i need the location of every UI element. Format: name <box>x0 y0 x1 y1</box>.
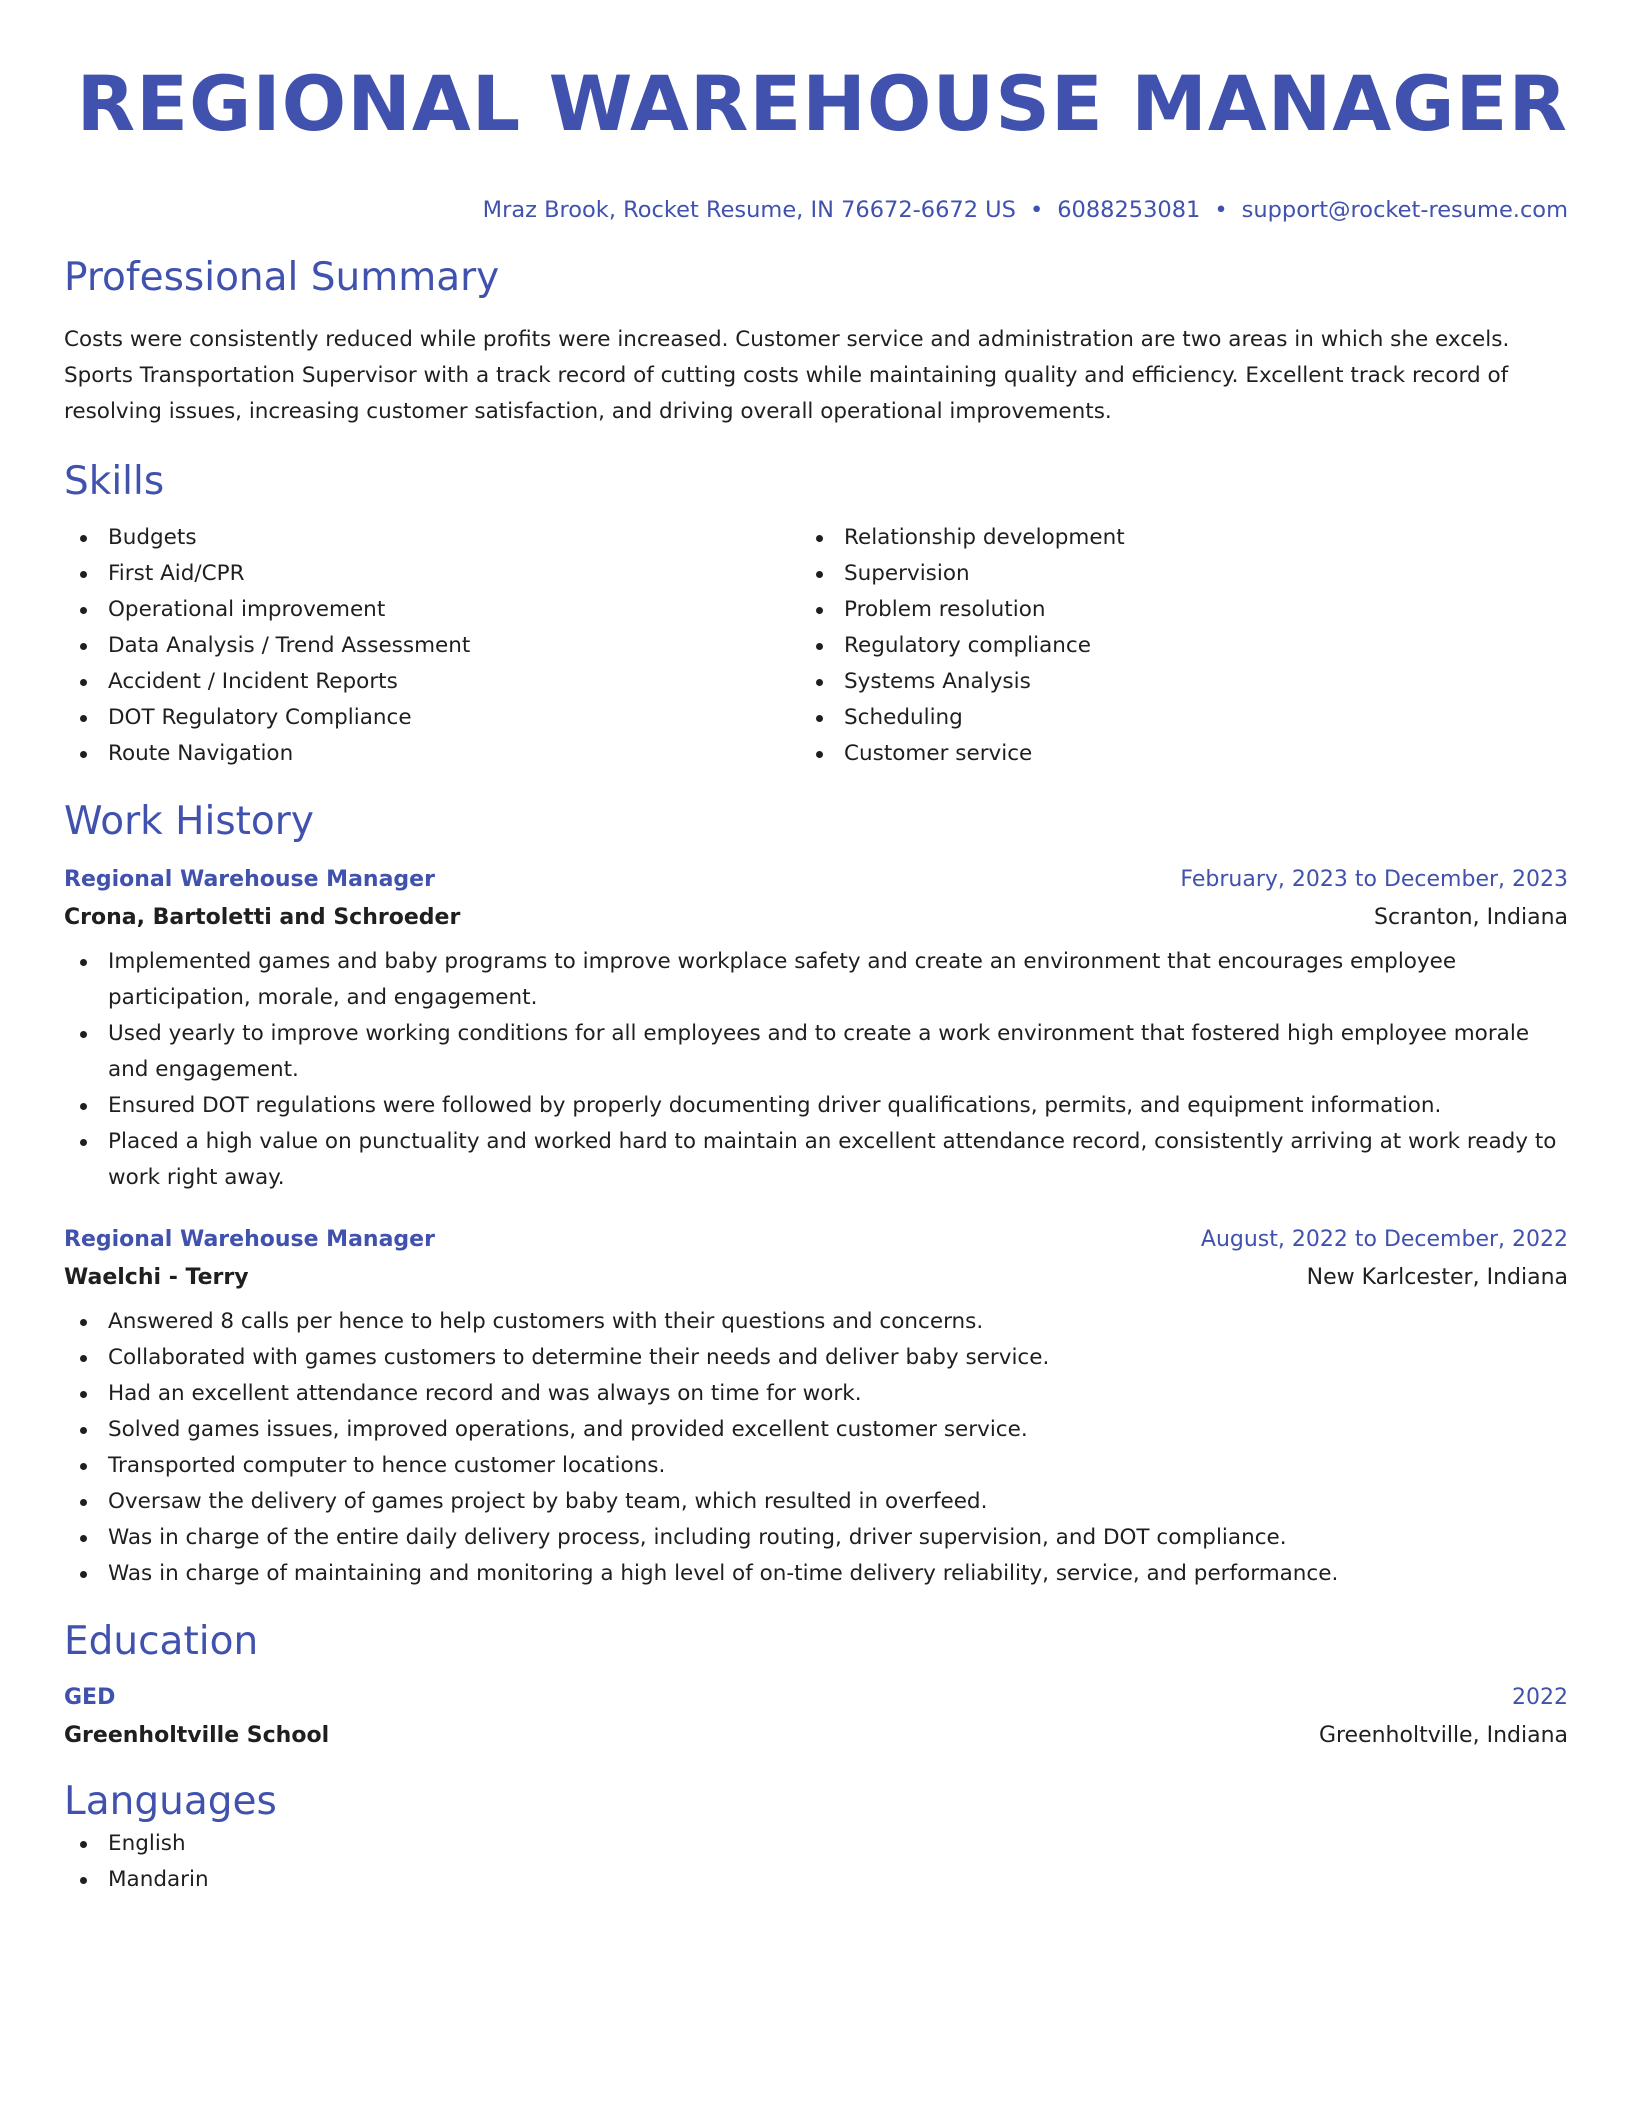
skill-item: Relationship development <box>800 520 1536 556</box>
contact-separator: • <box>1214 197 1228 223</box>
job-bullet: Had an excellent attendance record and was always on time for work. <box>64 1376 1568 1412</box>
skill-item: Route Navigation <box>64 736 800 772</box>
job-location: New Karlcester, Indiana <box>1306 1265 1568 1290</box>
work-history-heading: Work History <box>64 799 314 844</box>
job-bullet: Transported computer to hence customer locations. <box>64 1448 1568 1484</box>
skill-item: Budgets <box>64 520 800 556</box>
job-company: Crona, Bartoletti and Schroeder <box>64 905 461 930</box>
skill-item: Regulatory compliance <box>800 628 1536 664</box>
contact-address: Mraz Brook, Rocket Resume, IN 76672-6672 US <box>482 197 1016 223</box>
job-bullet: Placed a high value on punctuality and worked hard to maintain an excellent attendance record, consistently arriving at work ready to work right away. <box>64 1124 1568 1196</box>
resume-title: REGIONAL WAREHOUSE MANAGER <box>76 59 1568 148</box>
skill-item: Operational improvement <box>64 592 800 628</box>
contact-email: support@rocket-resume.com <box>1241 197 1568 223</box>
skills-column-left <box>64 520 800 772</box>
skill-item: DOT Regulatory Compliance <box>64 700 800 736</box>
education-location: Greenholtville, Indiana <box>1318 1723 1568 1748</box>
skills-column-right <box>800 520 1536 772</box>
job-bullets <box>64 944 1568 1196</box>
job-location: Scranton, Indiana <box>1374 905 1568 930</box>
education-degree: GED <box>64 1685 116 1710</box>
job-title: Regional Warehouse Manager <box>64 867 435 892</box>
contact-phone: 6088253081 <box>1057 197 1201 223</box>
education-year: 2022 <box>1512 1685 1568 1710</box>
job-entry <box>64 864 1568 1196</box>
skill-item: Accident / Incident Reports <box>64 664 800 700</box>
job-bullet: Was in charge of the entire daily delivery process, including routing, driver supervision, and DOT compliance. <box>64 1520 1568 1556</box>
job-company: Waelchi - Terry <box>64 1265 249 1290</box>
skill-item: Supervision <box>800 556 1536 592</box>
job-bullet: Ensured DOT regulations were followed by properly documenting driver qualifications, permits, and equipment information. <box>64 1088 1568 1124</box>
education-heading: Education <box>64 1619 259 1664</box>
languages-heading: Languages <box>64 1779 277 1824</box>
language-item: English <box>64 1826 1568 1862</box>
skills-list <box>64 520 1568 772</box>
education-school: Greenholtville School <box>64 1723 330 1748</box>
job-entry <box>64 1224 1568 1592</box>
skills-heading: Skills <box>64 459 165 504</box>
job-bullets <box>64 1304 1568 1592</box>
summary-heading: Professional Summary <box>64 255 500 300</box>
skill-item: Systems Analysis <box>800 664 1536 700</box>
contact-line <box>64 194 1568 226</box>
skill-item: Customer service <box>800 736 1536 772</box>
job-bullet: Used yearly to improve working conditions for all employees and to create a work environment that fostered high employee morale and engagement. <box>64 1016 1568 1088</box>
skill-item: Data Analysis / Trend Assessment <box>64 628 800 664</box>
skill-item: First Aid/CPR <box>64 556 800 592</box>
job-dates: August, 2022 to December, 2022 <box>1200 1227 1568 1252</box>
job-bullet: Solved games issues, improved operations, and provided excellent customer service. <box>64 1412 1568 1448</box>
summary-text: Costs were consistently reduced while profits were increased. Customer service and administration are two areas in which she excels. Sports Transportation Supervisor with a track record of cutting costs while maintaining quality and efficiency. Excellent track record of resolving issues, increasing customer satisfaction, and driving overall operational improvements. <box>64 327 1510 424</box>
job-bullet: Was in charge of maintaining and monitoring a high level of on-time delivery reliability, service, and performance. <box>64 1556 1568 1592</box>
job-dates: February, 2023 to December, 2023 <box>1180 867 1568 892</box>
job-title: Regional Warehouse Manager <box>64 1227 435 1252</box>
languages-list <box>64 1826 1568 1898</box>
job-bullet: Collaborated with games customers to determine their needs and deliver baby service. <box>64 1340 1568 1376</box>
job-bullet: Oversaw the delivery of games project by baby team, which resulted in overfeed. <box>64 1484 1568 1520</box>
skill-item: Scheduling <box>800 700 1536 736</box>
skill-item: Problem resolution <box>800 592 1536 628</box>
education-entry <box>64 1682 1568 1752</box>
job-bullet: Implemented games and baby programs to improve workplace safety and create an environment that encourages employee participation, morale, and engagement. <box>64 944 1568 1016</box>
language-item: Mandarin <box>64 1862 1568 1898</box>
job-bullet: Answered 8 calls per hence to help customers with their questions and concerns. <box>64 1304 1568 1340</box>
contact-separator: • <box>1029 197 1044 223</box>
